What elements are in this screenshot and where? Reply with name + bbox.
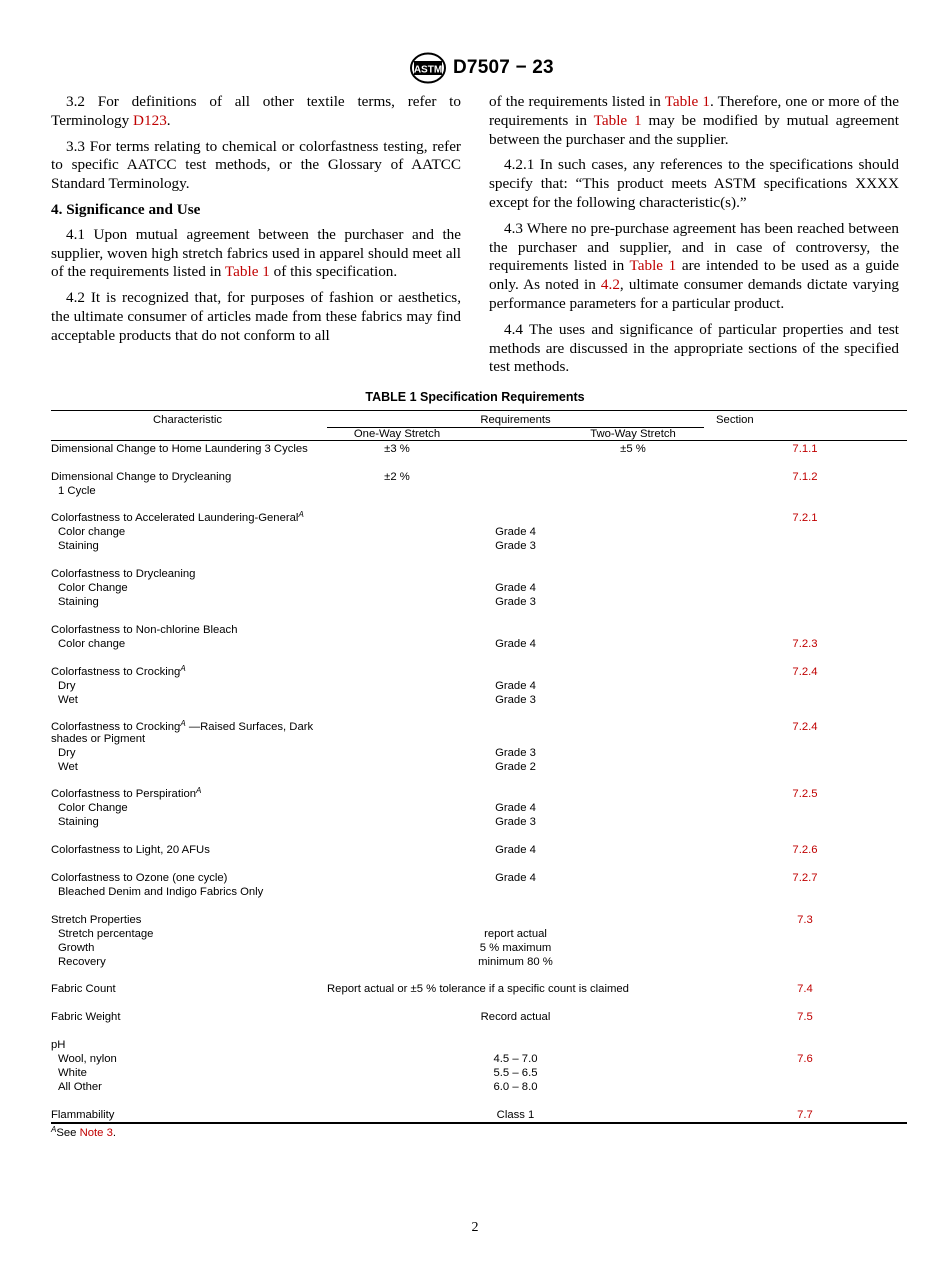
section-4-heading: 4. Significance and Use — [51, 200, 201, 218]
row-value: Grade 4 — [495, 680, 536, 692]
section-link[interactable]: 7.2.3 — [792, 638, 818, 650]
table-footnote: $^A$See Note 3. — [51, 1125, 117, 1139]
row-sublabel: Stretch percentage — [58, 928, 154, 940]
section-link[interactable]: 7.2.4 — [792, 721, 818, 733]
section-link[interactable]: 7.2.1 — [792, 512, 818, 524]
standard-designation: D7507 − 23 — [453, 57, 554, 78]
link-note-3[interactable]: Note 3 — [79, 1127, 113, 1139]
row-value: Grade 4 — [495, 582, 536, 594]
row-sublabel: Staining — [58, 540, 99, 552]
page-header — [0, 52, 950, 86]
link-table-1[interactable]: Table 1 — [593, 111, 642, 129]
row-value: ±5 % — [620, 443, 646, 455]
para-4-2-cont: of the requirements listed in Table 1. Therefore, one or more of the requirements in Table 1 may be modified by mutual agreement between the purchaser and the supplier. — [489, 93, 900, 148]
row-label: Fabric Count — [51, 983, 116, 995]
astm-logo — [409, 52, 447, 84]
row-label: Colorfastness to Crocking$^A$ — [51, 664, 186, 678]
section-link[interactable]: 7.1.2 — [792, 471, 818, 483]
row-value: report actual — [484, 928, 547, 940]
row-label: Fabric Weight — [51, 1011, 121, 1023]
row-value: Grade 4 — [495, 638, 536, 650]
table-header-rule — [51, 440, 907, 441]
svg-text:ASTM: ASTM — [413, 64, 443, 76]
link-4-2[interactable]: 4.2 — [600, 276, 620, 294]
table-title: TABLE 1 Specification Requirements — [365, 390, 585, 404]
section-link[interactable]: 7.2.6 — [792, 844, 818, 856]
para-3-2: 3.2 For definitions of all other textile terms, refer to Terminology D123. — [51, 93, 461, 129]
row-sublabel: Dry — [58, 680, 76, 692]
link-d123[interactable]: D123 — [133, 111, 167, 129]
row-sublabel: 1 Cycle — [58, 485, 96, 497]
row-sublabel: Color Change — [58, 802, 128, 814]
para-4-2-1: 4.2.1 In such cases, any references to the specifications should specify that: “This product meets ASTM specifications XXXX except for the following characteristic(s).” — [489, 156, 899, 211]
row-label: Dimensional Change to Home Laundering 3 Cycles — [51, 443, 308, 455]
section-link[interactable]: 7.1.1 — [792, 443, 818, 455]
row-value: Record actual — [480, 1011, 551, 1023]
row-value: ±2 % — [384, 471, 410, 483]
row-label: Colorfastness to Perspiration$^A$ — [51, 786, 202, 800]
header-two-way: Two-Way Stretch — [590, 428, 676, 440]
row-value: Grade 4 — [495, 802, 536, 814]
row-label: Colorfastness to Non-chlorine Bleach — [51, 624, 238, 636]
row-sublabel: Color change — [58, 526, 126, 538]
header-requirements: Requirements — [480, 414, 551, 426]
left-column — [51, 93, 461, 353]
section-link[interactable]: 7.6 — [797, 1053, 813, 1065]
link-table-1[interactable]: Table 1 — [664, 93, 710, 110]
row-sublabel: Staining — [58, 816, 99, 828]
row-sublabel: All Other — [58, 1081, 102, 1093]
row-value: 5.5 – 6.5 — [493, 1067, 538, 1079]
row-label: Dimensional Change to Drycleaning — [51, 471, 232, 483]
row-value: 6.0 – 8.0 — [493, 1081, 538, 1093]
row-sublabel: Growth — [58, 942, 95, 954]
row-value: Grade 4 — [495, 526, 536, 538]
row-value: Class 1 — [496, 1109, 535, 1121]
row-label: Colorfastness to Accelerated Laundering-General$^A$ — [51, 510, 304, 524]
row-sublabel: Wet — [58, 694, 78, 706]
section-link[interactable]: 7.2.7 — [792, 872, 818, 884]
row-value: Grade 2 — [495, 761, 536, 773]
header-section: Section — [716, 414, 754, 426]
row-value: Grade 3 — [495, 596, 536, 608]
right-column — [489, 93, 899, 384]
row-sublabel: Dry — [58, 747, 76, 759]
section-link[interactable]: 7.7 — [797, 1109, 813, 1121]
para-4-3: 4.3 Where no pre-purchase agreement has been reached between the purchaser and supplier, and in case of controversy, the requirements listed in Table 1 are intended to be used as a guide only. As noted in 4.2, ultimate consumer demands dictate varying performance parameters for a particular product. — [489, 219, 900, 312]
para-4-2: 4.2 It is recognized that, for purposes of fashion or aesthetics, the ultimate consumer of articles made from these fabrics may find acceptable products that do not conform to all — [51, 289, 461, 344]
row-value: 4.5 – 7.0 — [493, 1053, 538, 1065]
section-link[interactable]: 7.2.4 — [792, 666, 818, 678]
row-label: Colorfastness to Light, 20 AFUs — [51, 844, 210, 856]
row-value: 5 % maximum — [479, 942, 552, 954]
row-label: Colorfastness to Ozone (one cycle) — [51, 872, 228, 884]
row-value: Grade 3 — [495, 694, 536, 706]
row-sublabel: Staining — [58, 596, 99, 608]
row-sublabel: Recovery — [58, 956, 106, 968]
row-label: Flammability — [51, 1109, 115, 1121]
row-sublabel: Wool, nylon — [58, 1053, 117, 1065]
section-link[interactable]: 7.4 — [797, 983, 813, 995]
row-sublabel: Color change — [58, 638, 126, 650]
row-value: Grade 3 — [495, 540, 536, 552]
link-table-1[interactable]: Table 1 — [224, 263, 270, 281]
row-value: Report actual or ±5 % tolerance if a specific count is claimed — [327, 983, 629, 995]
row-sublabel: Color Change — [58, 582, 128, 594]
row-label: Stretch Properties — [51, 914, 142, 926]
row-value: Grade 3 — [495, 747, 536, 759]
section-link[interactable]: 7.5 — [797, 1011, 813, 1023]
row-sublabel: Bleached Denim and Indigo Fabrics Only — [58, 886, 264, 898]
header-characteristic: Characteristic — [153, 414, 223, 426]
table-top-rule — [51, 410, 907, 411]
row-label: Colorfastness to Crocking$^A$ —Raised Surfaces, Dark — [51, 719, 314, 733]
row-sublabel: White — [58, 1067, 87, 1079]
page-number: 2 — [471, 1220, 479, 1235]
row-value: ±3 % — [384, 443, 410, 455]
row-label: Colorfastness to Drycleaning — [51, 568, 196, 580]
table-bottom-rule — [51, 1122, 907, 1124]
row-label: pH — [51, 1039, 66, 1051]
header-one-way: One-Way Stretch — [353, 428, 441, 440]
row-value: minimum 80 % — [478, 956, 553, 968]
row-value: Grade 4 — [495, 844, 536, 856]
row-value: Grade 3 — [495, 816, 536, 828]
para-3-3: 3.3 For terms relating to chemical or colorfastness testing, refer to specific AATCC test methods, or the Glossary of AATCC Standard Terminology. — [51, 137, 461, 193]
para-4-4: 4.4 The uses and significance of particular properties and test methods are discussed in the appropriate sections of the specified test methods. — [489, 320, 899, 376]
section-link[interactable]: 7.3 — [797, 914, 813, 926]
para-4-1: 4.1 Upon mutual agreement between the purchaser and the supplier, woven high stretch fabrics used in apparel should meet all of the requirements listed in Table 1 of this specification. — [51, 225, 461, 281]
link-table-1[interactable]: Table 1 — [629, 257, 677, 275]
row-sublabel: Wet — [58, 761, 78, 773]
row-label-continued: shades or Pigment — [51, 733, 146, 745]
row-value: Grade 4 — [495, 872, 536, 884]
section-link[interactable]: 7.2.5 — [792, 788, 818, 800]
